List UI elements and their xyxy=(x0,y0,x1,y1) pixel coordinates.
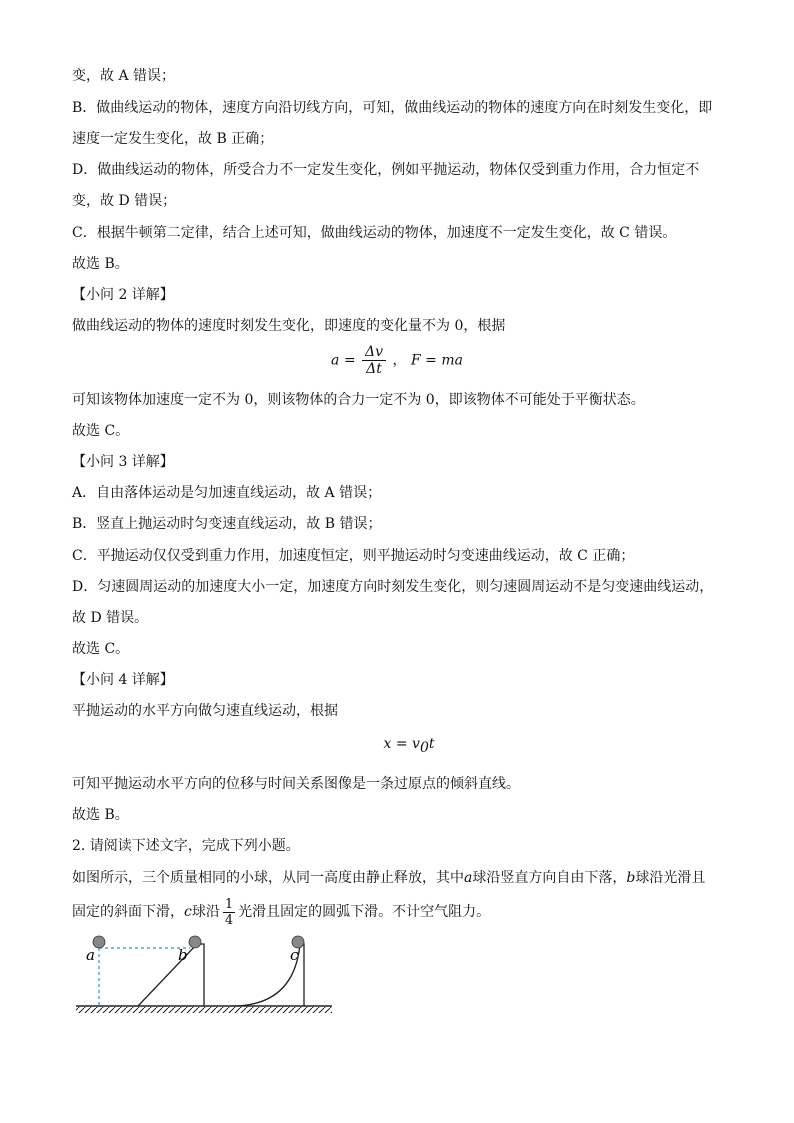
formula-rhs: F = ma xyxy=(410,352,463,369)
text-line: 变，故 A 错误； xyxy=(72,68,176,84)
formula-subscript: 0 xyxy=(419,739,429,756)
problem-text: 固定的斜面下滑， xyxy=(72,904,184,920)
text-line: 故选 C。 xyxy=(72,423,130,439)
problem-text: 如图所示，三个质量相同的小球，从同一高度由静止释放，其中 xyxy=(72,870,464,886)
physics-figure xyxy=(72,930,336,1020)
text-line: 故选 B。 xyxy=(72,807,129,823)
problem-variable: a xyxy=(464,870,473,886)
formula-lhs: x = v xyxy=(383,736,420,752)
fraction-denominator: 4 xyxy=(224,912,234,928)
problem-line-1 xyxy=(72,868,705,888)
text-line: B．做曲线运动的物体，速度方向沿切线方向，可知，做曲线运动的物体的速度方向在时刻发生变化，即 xyxy=(72,100,713,116)
problem-text: 球沿光滑且 xyxy=(635,870,706,886)
text-line: 速度一定发生变化，故 B 正确； xyxy=(72,131,274,147)
text-line: B．竖直上抛运动时匀变速直线运动，故 B 错误； xyxy=(72,516,382,532)
fraction xyxy=(362,344,386,377)
formula-displacement xyxy=(0,736,794,756)
problem-variable: b xyxy=(626,870,636,886)
label-c: c xyxy=(290,946,299,964)
question-title: 2. 请阅读下述文字，完成下列小题。 xyxy=(72,838,300,854)
text-line: 可知平抛运动水平方向的位移与时间关系图像是一条过原点的倾斜直线。 xyxy=(72,776,520,792)
problem-text: 球沿 xyxy=(191,904,220,920)
ball-b xyxy=(189,936,201,948)
incline-ramp xyxy=(138,944,204,1006)
fraction-numerator: Δv xyxy=(362,344,386,361)
text-line: 做曲线运动的物体的速度时刻发生变化，即速度的变化量不为 0，根据 xyxy=(72,318,506,334)
label-b: b xyxy=(178,946,188,964)
quarter-fraction xyxy=(223,897,235,928)
text-line: A．自由落体运动是匀加速直线运动，故 A 错误； xyxy=(72,485,382,501)
ground-hatch xyxy=(76,1007,332,1013)
problem-text: 光滑且固定的圆弧下滑。不计空气阻力。 xyxy=(238,904,491,920)
text-line: D．匀速圆周运动的加速度大小一定，加速度方向时刻发生变化，则匀速圆周运动不是匀变速曲线运动， xyxy=(72,579,714,595)
fraction-denominator: Δt xyxy=(366,361,382,377)
text-line: 故 D 错误。 xyxy=(72,610,149,626)
text-line: 可知该物体加速度一定不为 0，则该物体的合力一定不为 0，即该物体不可能处于平衡状态。 xyxy=(72,392,645,408)
section-heading: 【小问 4 详解】 xyxy=(72,672,174,688)
problem-text: 球沿竖直方向自由下落， xyxy=(472,870,627,886)
arc-support xyxy=(300,944,304,1006)
formula-lhs: a = xyxy=(331,352,356,369)
formula-acceleration xyxy=(0,344,794,377)
text-line: C．平抛运动仅仅受到重力作用，加速度恒定，则平抛运动时匀变速曲线运动，故 C 正确； xyxy=(72,548,635,564)
text-line: 故选 B。 xyxy=(72,256,129,272)
text-line: C．根据牛顿第二定律，结合上述可知，做曲线运动的物体，加速度不一定发生变化，故 C 错误。 xyxy=(72,225,677,241)
formula-separator: ， xyxy=(392,352,407,369)
label-a: a xyxy=(86,946,95,964)
text-line: 变，故 D 错误； xyxy=(72,193,177,209)
problem-line-2 xyxy=(72,896,490,928)
section-heading: 【小问 3 详解】 xyxy=(72,454,174,470)
text-line: D．做曲线运动的物体，所受合力不一定发生变化，例如平抛运动，物体仅受到重力作用，合力恒定不 xyxy=(72,162,700,178)
problem-variable: c xyxy=(184,904,192,920)
fraction-numerator: 1 xyxy=(224,896,234,912)
formula-rhs: t xyxy=(428,736,435,752)
text-line: 平抛运动的水平方向做匀速直线运动，根据 xyxy=(72,703,338,719)
text-line: 故选 C。 xyxy=(72,641,130,657)
section-heading: 【小问 2 详解】 xyxy=(72,287,174,303)
